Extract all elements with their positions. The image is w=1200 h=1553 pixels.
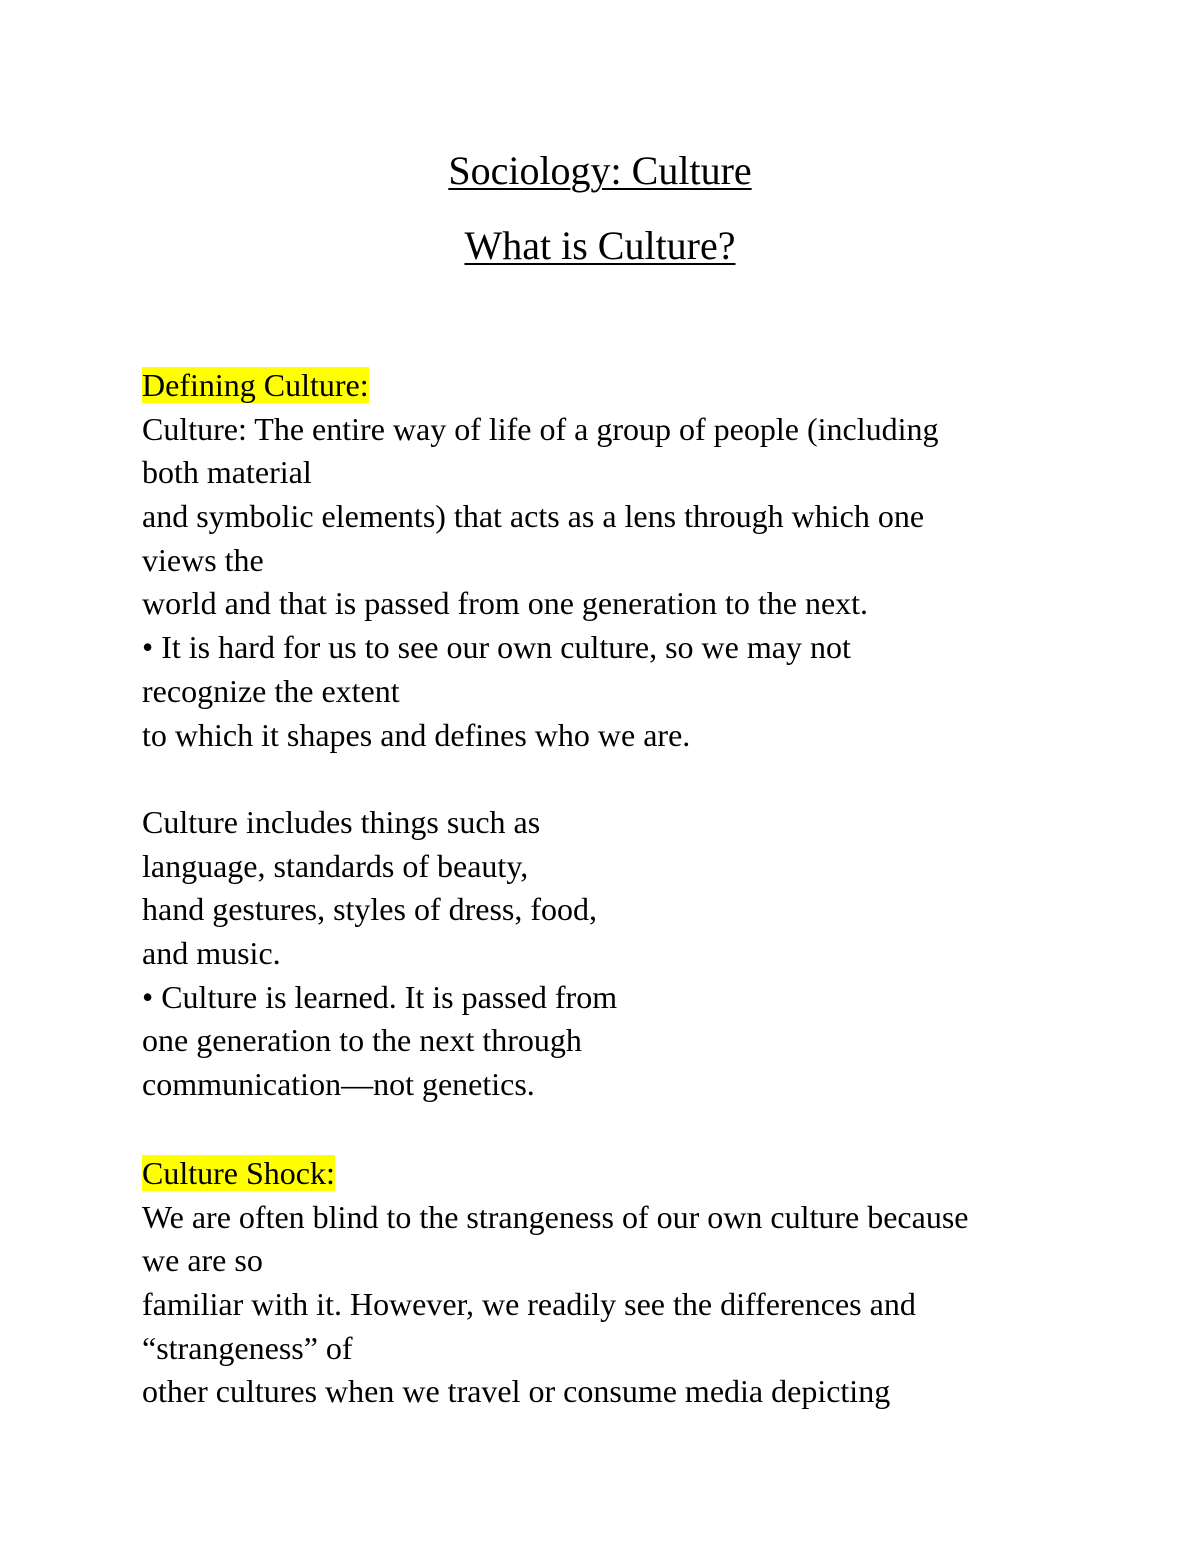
body-line: one generation to the next through (142, 1022, 582, 1059)
body-line: we are so (142, 1242, 263, 1279)
page-title-text: Sociology: Culture (448, 148, 752, 193)
body-line: Culture includes things such as (142, 803, 541, 840)
body-line: to which it shapes and defines who we are. (142, 716, 691, 753)
section-heading-line (142, 1152, 1082, 1196)
body-line: Culture: The entire way of life of a group of people (including (142, 410, 939, 447)
page-subtitle-text: What is Culture? (464, 223, 736, 268)
section-heading: Defining Culture: (142, 367, 369, 403)
paragraph-gap (142, 757, 1082, 801)
section-heading: Culture Shock: (142, 1155, 335, 1191)
body-line: world and that is passed from one generation to the next. (142, 585, 869, 622)
body-line: hand gestures, styles of dress, food, (142, 891, 598, 928)
body-line: “strangeness” of (142, 1329, 353, 1366)
section-defining-culture (142, 364, 1082, 1107)
body-line: recognize the extent (142, 672, 400, 709)
page-title (0, 147, 1200, 195)
body-line: both material (142, 454, 312, 491)
body-line: We are often blind to the strangeness of our own culture because (142, 1198, 969, 1235)
body-line: other cultures when we travel or consume media depicting (142, 1373, 891, 1410)
body-line: communication—not genetics. (142, 1066, 535, 1102)
page-subtitle (0, 222, 1200, 270)
body-line: language, standards of beauty, (142, 847, 529, 884)
section-heading-line (142, 364, 1082, 408)
body-line: familiar with it. However, we readily see the differences and (142, 1286, 916, 1323)
body-line: and symbolic elements) that acts as a lens through which one (142, 498, 925, 535)
bullet-line: • Culture is learned. It is passed from (142, 978, 618, 1015)
bullet-line: • It is hard for us to see our own culture, so we may not (142, 629, 851, 666)
body-line: views the (142, 541, 264, 578)
body-line: and music. (142, 934, 281, 971)
section-culture-shock (142, 1152, 1082, 1414)
